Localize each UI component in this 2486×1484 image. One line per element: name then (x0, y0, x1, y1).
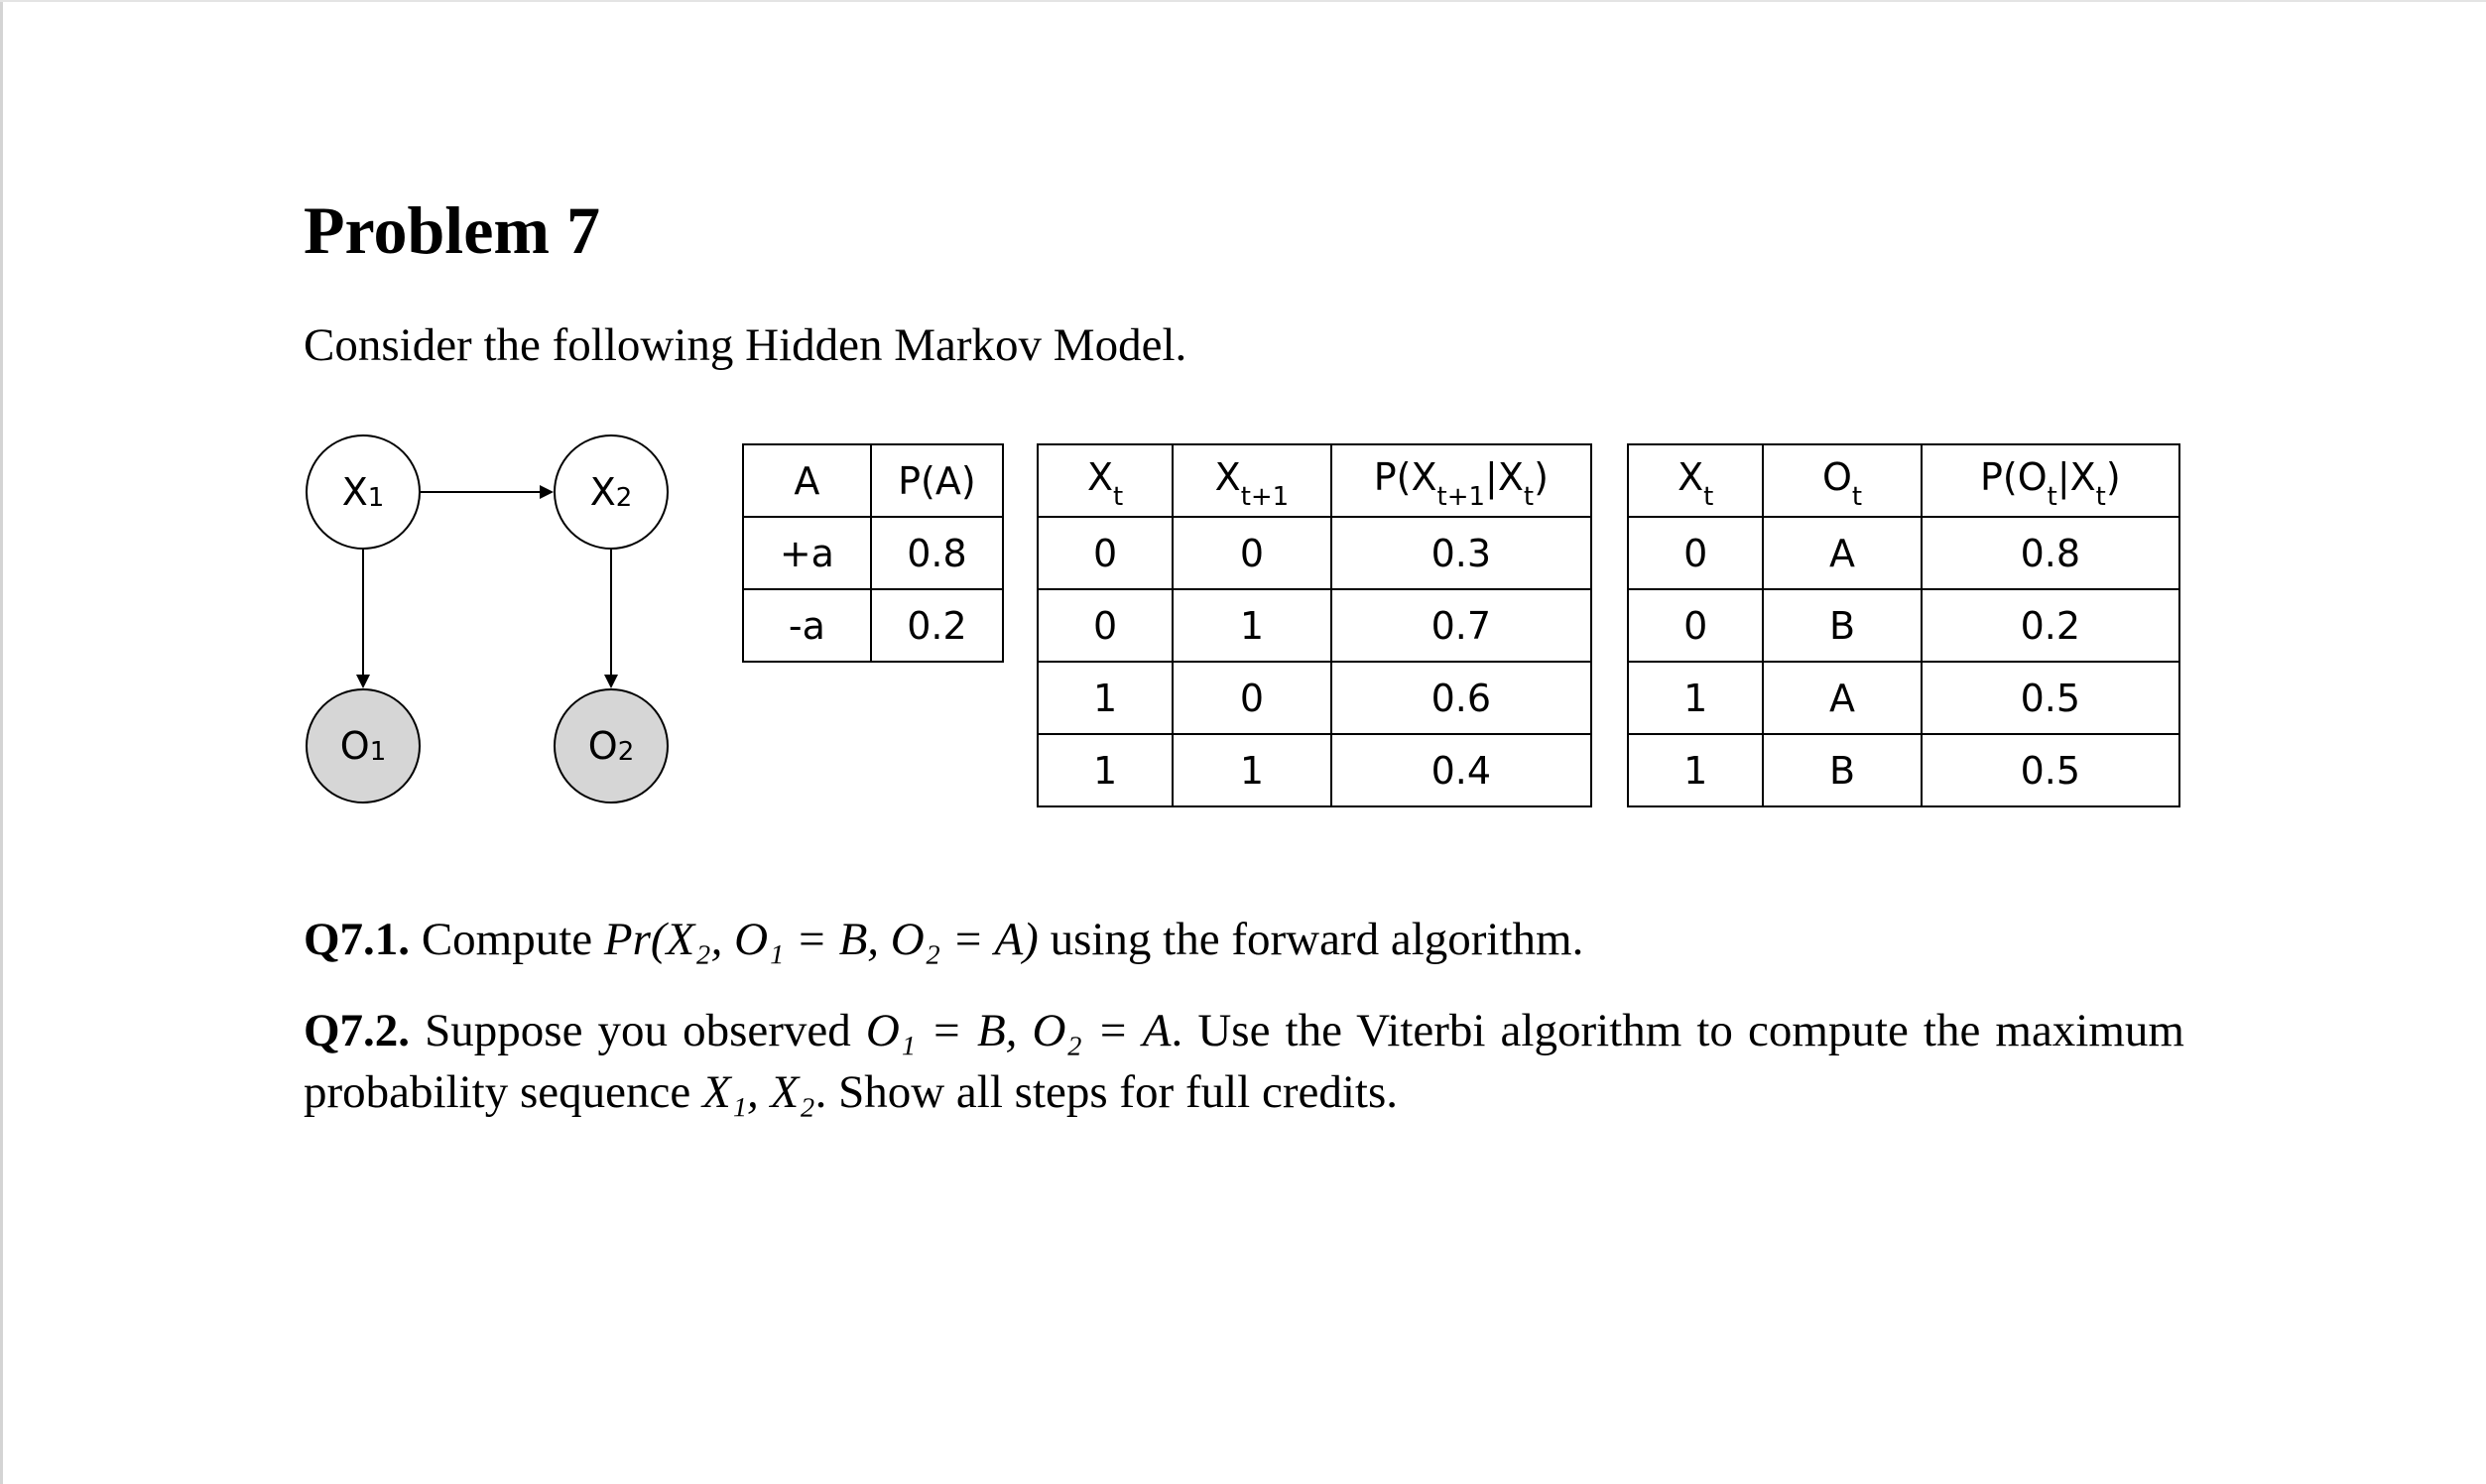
table-cell: 1 (1173, 734, 1330, 806)
hmm-diagram (298, 434, 684, 821)
arrowhead-x1-o1 (356, 675, 370, 688)
prior-table (742, 443, 1004, 663)
edge-x1-o1 (362, 550, 364, 677)
edge-x1-x2 (421, 491, 542, 493)
problem-title: Problem 7 (304, 192, 601, 268)
table-row (1628, 662, 2179, 734)
table-cell: 0.4 (1331, 734, 1591, 806)
table-header: $X_{t+1}$ (1173, 444, 1330, 517)
table-row (1628, 517, 2179, 589)
table-cell: B (1763, 734, 1921, 806)
table-cell: 1 (1628, 662, 1763, 734)
node-o1: O $_1$ (306, 688, 421, 804)
question-text: Compute (410, 914, 604, 965)
table-header: $P(O_t|X_t)$ (1922, 444, 2179, 517)
table-row (1038, 517, 1591, 589)
page-frame-left (0, 0, 3, 1484)
table-row (1038, 662, 1591, 734)
table-cell: A (1763, 517, 1921, 589)
math-expression: Pr(X₂, O₁ = B, O₂ = A) (603, 914, 1039, 965)
table-row (743, 444, 1003, 517)
table-cell: +a (743, 517, 871, 589)
table-cell: 0.2 (871, 589, 1003, 662)
table-cell: 1 (1038, 662, 1173, 734)
table-cell: 1 (1628, 734, 1763, 806)
table-header: A (743, 444, 871, 517)
table-cell: 0.5 (1922, 734, 2179, 806)
table-cell: 0 (1173, 517, 1330, 589)
table-cell: 1 (1173, 589, 1330, 662)
table-row (1038, 589, 1591, 662)
question-label: Q7.1. (304, 914, 411, 965)
node-o2: O $_2$ (554, 688, 669, 804)
table-row (1628, 444, 2179, 517)
emission-table (1627, 443, 2180, 807)
math-expression: O₁ = B, O₂ = A (865, 1005, 1172, 1056)
table-cell: 0.5 (1922, 662, 2179, 734)
table-cell: 0.7 (1331, 589, 1591, 662)
table-header: P(A) (871, 444, 1003, 517)
table-cell: 0.8 (1922, 517, 2179, 589)
table-row (743, 589, 1003, 662)
table-cell: 0 (1628, 517, 1763, 589)
question-7-2 (304, 1000, 2184, 1123)
table-cell: 0 (1628, 589, 1763, 662)
table-header: $P(X_{t+1}|X_t)$ (1331, 444, 1591, 517)
question-text: . Show all steps for full credits. (814, 1066, 1399, 1118)
table-row (743, 517, 1003, 589)
table-cell: A (1763, 662, 1921, 734)
table-cell: 0 (1173, 662, 1330, 734)
question-7-1 (304, 909, 2184, 970)
table-cell: 0 (1038, 517, 1173, 589)
page-frame-top (0, 0, 2486, 2)
table-cell: B (1763, 589, 1921, 662)
table-header: $X_t$ (1628, 444, 1763, 517)
table-row (1628, 734, 2179, 806)
question-text: . Use the Viterbi algorithm to compute the maximum probability sequence (304, 1005, 2184, 1118)
table-cell: 0.2 (1922, 589, 2179, 662)
edge-x2-o2 (610, 550, 612, 677)
table-row (1038, 444, 1591, 517)
table-cell: -a (743, 589, 871, 662)
table-header: $X_t$ (1038, 444, 1173, 517)
question-text: using the forward algorithm. (1038, 914, 1584, 965)
question-label: Q7.2. (304, 1005, 411, 1056)
node-x2: X $_2$ (554, 434, 669, 550)
table-header: $O_t$ (1763, 444, 1921, 517)
table-cell: 0 (1038, 589, 1173, 662)
table-cell: 0.6 (1331, 662, 1591, 734)
node-x1: X $_1$ (306, 434, 421, 550)
math-expression: X₁, X₂ (701, 1066, 815, 1118)
question-text: Suppose you observed (410, 1005, 866, 1056)
table-cell: 1 (1038, 734, 1173, 806)
arrowhead-x1-x2 (540, 485, 554, 499)
transition-table (1037, 443, 1592, 807)
arrowhead-x2-o2 (604, 675, 618, 688)
table-row (1038, 734, 1591, 806)
table-cell: 0.3 (1331, 517, 1591, 589)
table-cell: 0.8 (871, 517, 1003, 589)
problem-intro: Consider the following Hidden Markov Model. (304, 319, 1187, 371)
table-row (1628, 589, 2179, 662)
